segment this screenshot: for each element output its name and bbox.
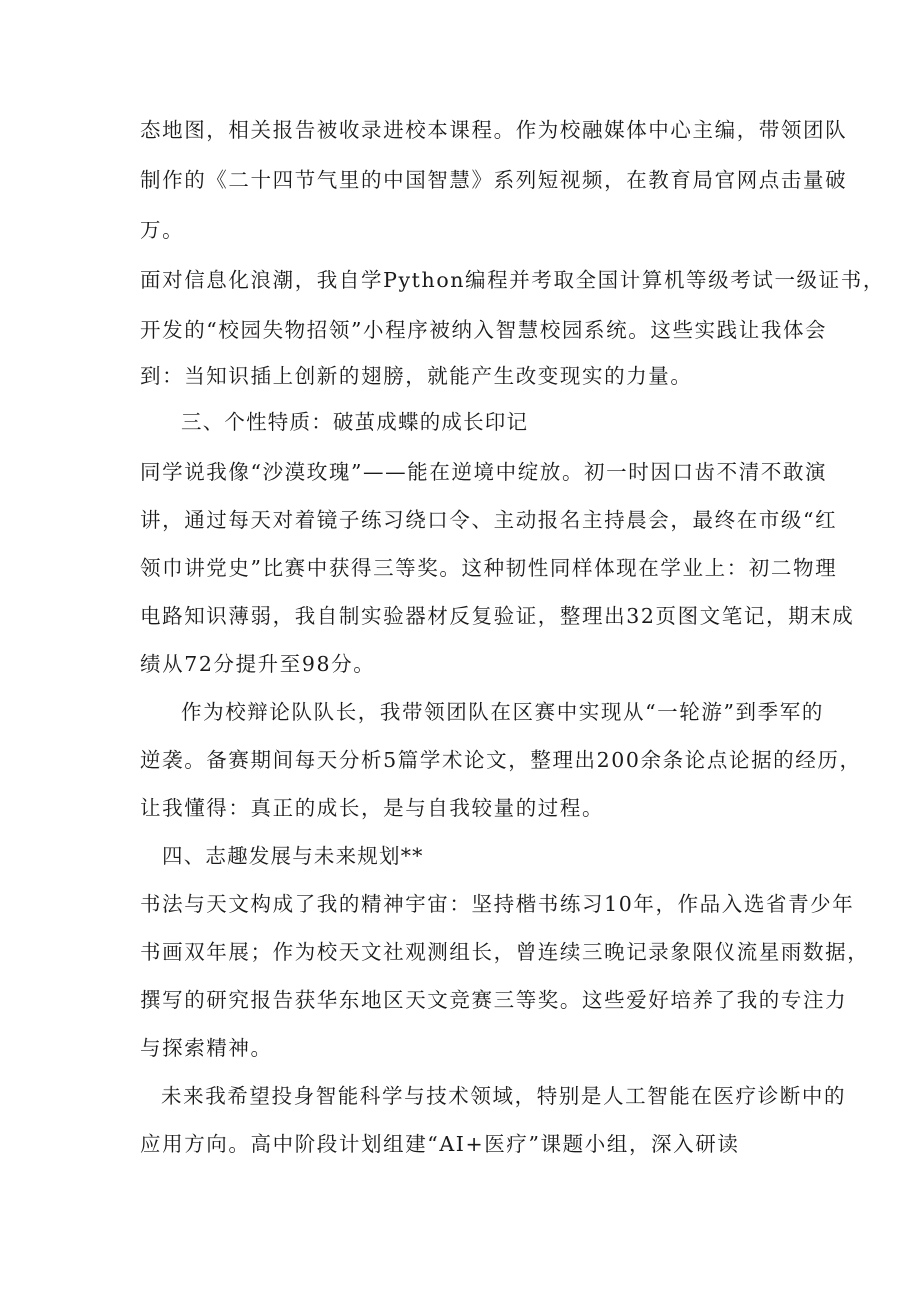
paragraph-line: 书法与天文构成了我的精神宇宙：坚持楷书练习10年，作品入选省青少年 [140,892,855,916]
paragraph-line: 到：当知识插上创新的翅膀，就能产生改变现实的力量。 [140,364,693,388]
section-heading: 三、个性特质：破茧成蝶的成长印记 [181,410,529,434]
paragraph-line: 作为校辩论队队长，我带领团队在区赛中实现从“一轮游”到季军的 [181,700,824,724]
paragraph-line: 电路知识薄弱，我自制实验器材反复验证，整理出32页图文笔记，期末成 [140,604,855,628]
paragraph-line: 开发的“校园失物招领”小程序被纳入智慧校园系统。这些实践让我体会 [140,318,828,342]
paragraph-line: 制作的《二十四节气里的中国智慧》系列短视频，在教育局官网点击量破 [140,168,848,192]
paragraph-line: 领巾讲党史”比赛中获得三等奖。这种韧性同样体现在学业上：初二物理 [140,556,838,580]
paragraph-line: 书画双年展；作为校天文社观测组长，曾连续三晚记录象限仪流星雨数据， [140,940,870,964]
paragraph-line: 逆袭。备赛期间每天分析5篇学术论文，整理出200余条论点论据的经历， [140,748,862,772]
paragraph-line: 同学说我像“沙漠玫瑰”——能在逆境中绽放。初一时因口齿不清不敢演 [140,460,828,484]
paragraph-line: 应用方向。高中阶段计划组建“AI+医疗”课题小组，深入研读 [140,1132,740,1156]
paragraph-line: 未来我希望投身智能科学与技术领域，特别是人工智能在医疗诊断中的 [161,1084,847,1108]
paragraph-line: 与探索精神。 [140,1036,273,1060]
paragraph-line: 撰写的研究报告获华东地区天文竞赛三等奖。这些爱好培养了我的专注力 [140,988,848,1012]
paragraph-line: 讲，通过每天对着镜子练习绕口令、主动报名主持晨会，最终在市级“红 [140,508,838,532]
paragraph-line: 态地图，相关报告被收录进校本课程。作为校融媒体中心主编，带领团队 [140,118,848,142]
paragraph-line: 面对信息化浪潮，我自学Python编程并考取全国计算机等级考试一级证书， [140,268,885,292]
paragraph-line: 绩从72分提升至98分。 [140,652,376,676]
section-heading: 四、志趣发展与未来规划** [162,844,424,868]
paragraph-line: 万。 [140,218,185,242]
paragraph-line: 让我懂得：真正的成长，是与自我较量的过程。 [140,796,605,820]
